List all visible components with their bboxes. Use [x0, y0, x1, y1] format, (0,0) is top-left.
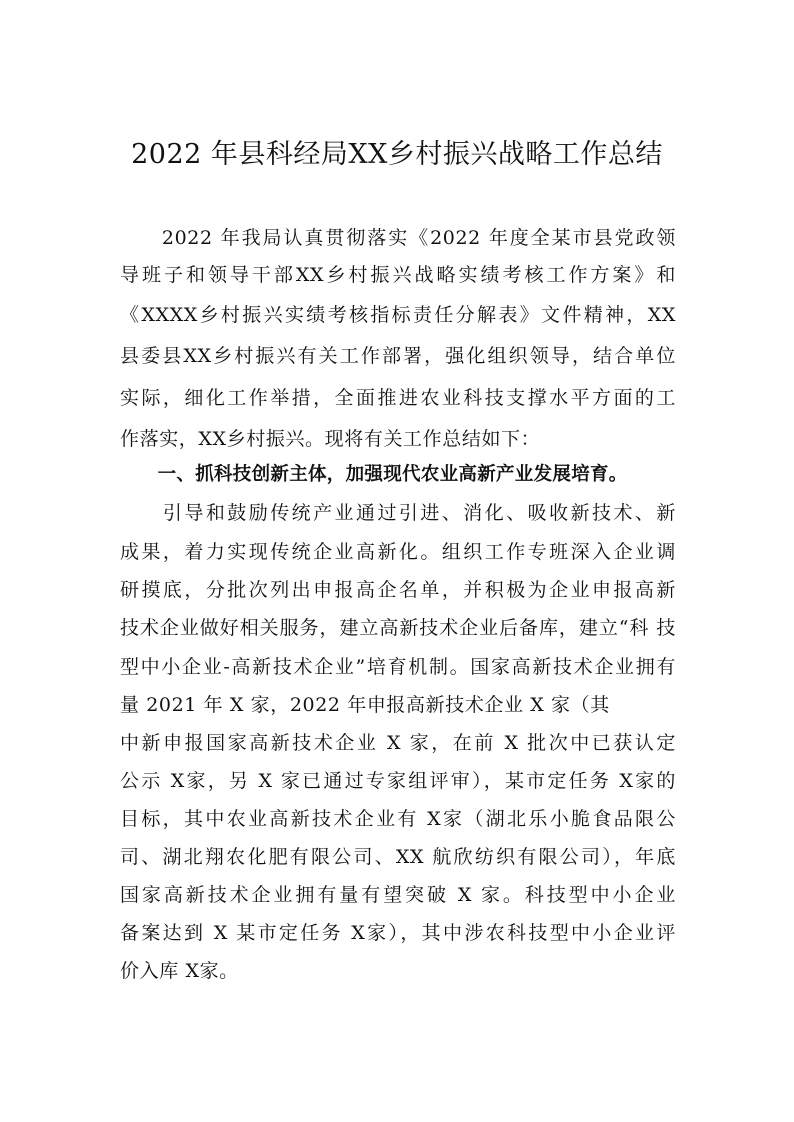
intro-line-6: 作落实，XX乡村振兴。现将有关工作总结如下： [120, 428, 541, 450]
intro-line-1: 2022 年我局认真贯彻落实《2022 年度全某市县党政领 [120, 227, 676, 249]
intro-line-4: 县委县XX乡村振兴有关工作部署，强化组织领导，结合单位 [120, 345, 676, 367]
body-line-1: 引导和鼓励传统产业通过引进、消化、吸收新技术、新 [120, 502, 676, 524]
document-title: 2022 年县科经局XX乡村振兴战略工作总结 [131, 139, 663, 170]
body-line-4: 技术企业做好相关服务，建立高新技术企业后备库，建立“科 技 [120, 617, 676, 639]
intro-line-5: 实际，细化工作举措，全面推进农业科技支撑水平方面的工 [120, 387, 676, 409]
section-heading-1: 一、抓科技创新主体，加强现代农业高新产业发展培育。 [120, 464, 628, 485]
body-line-12: 备案达到 X 某市定任务 X家），其中涉农科技型中小企业评 [120, 922, 676, 944]
body-line-2: 成果，着力实现传统企业高新化。组织工作专班深入企业调 [120, 541, 676, 563]
body-line-8: 公示 X家，另 X 家已通过专家组评审），某市定任务 X家的 [120, 770, 676, 792]
body-line-10: 司、湖北翔农化肥有限公司、XX 航欣纺织有限公司），年底 [120, 846, 676, 868]
body-line-5: 型中小企业-高新技术企业”培育机制。国家高新技术企业拥有 [120, 656, 676, 678]
intro-line-3: 《XXXX乡村振兴实绩考核指标责任分解表》文件精神，XX [120, 304, 676, 326]
body-line-13: 价入库 X家。 [120, 960, 239, 982]
body-line-7: 中新申报国家高新技术企业 X 家，在前 X 批次中已获认定 [120, 732, 676, 754]
body-line-6: 量 2021 年 X 家，2022 年申报高新技术企业 X 家（其 [120, 694, 610, 716]
intro-line-2: 导班子和领导干部XX乡村振兴战略实绩考核工作方案》和 [120, 264, 676, 286]
body-line-11: 国家高新技术企业拥有量有望突破 X 家。科技型中小企业 [120, 884, 676, 906]
body-line-9: 目标，其中农业高新技术企业有 X家（湖北乐小脆食品限公 [120, 808, 676, 830]
body-line-3: 研摸底，分批次列出申报高企名单，并积极为企业申报高新 [120, 579, 676, 601]
